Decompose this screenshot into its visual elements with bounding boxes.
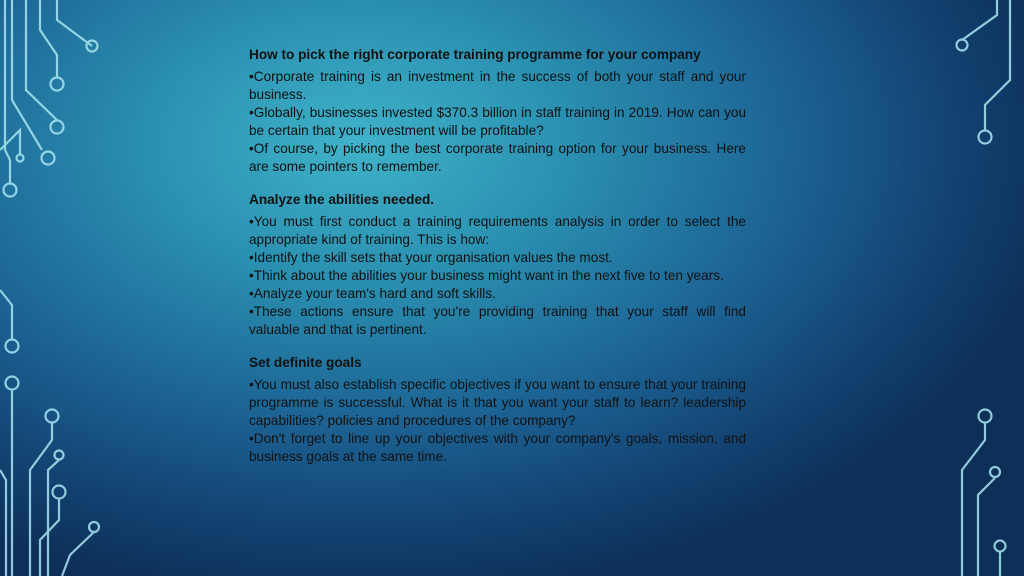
bullet-paragraph: •You must also establish specific objectives if you want to ensure that your training programme is successful. What is it that you want your staff to learn? leadership capabilities? policies and procedures of the company? (249, 377, 746, 428)
section-heading: Analyze the abilities needed. (249, 192, 435, 207)
bullet-paragraph: •These actions ensure that you're providing training that your staff will find valuable and that is pertinent. (249, 304, 746, 337)
bullet-paragraph: •Globally, businesses invested $370.3 billion in staff training in 2019. How can you be certain that your investment will be profitable? (249, 105, 746, 138)
section-set-goals (249, 354, 746, 466)
bullet-paragraph: •Corporate training is an investment in the success of both your staff and your business. (249, 69, 746, 102)
bullet-paragraph: •Of course, by picking the best corporate training option for your business. Here are some pointers to remember. (249, 141, 746, 174)
bullet-paragraph: •Analyze your team's hard and soft skills. (249, 286, 496, 301)
bullet-paragraph: •Identify the skill sets that your organisation values the most. (249, 250, 613, 265)
section-heading: How to pick the right corporate training programme for your company (249, 47, 701, 62)
slide-text-content (249, 46, 746, 481)
section-analyze-abilities (249, 191, 746, 339)
bullet-paragraph: •Think about the abilities your business might want in the next five to ten years. (249, 268, 724, 283)
bullet-paragraph: •Don't forget to line up your objectives with your company's goals, mission, and business goals at the same time. (249, 431, 746, 464)
bullet-paragraph: •You must first conduct a training requirements analysis in order to select the appropriate kind of training. This is how: (249, 214, 746, 247)
section-intro (249, 46, 746, 176)
section-heading: Set definite goals (249, 355, 362, 370)
